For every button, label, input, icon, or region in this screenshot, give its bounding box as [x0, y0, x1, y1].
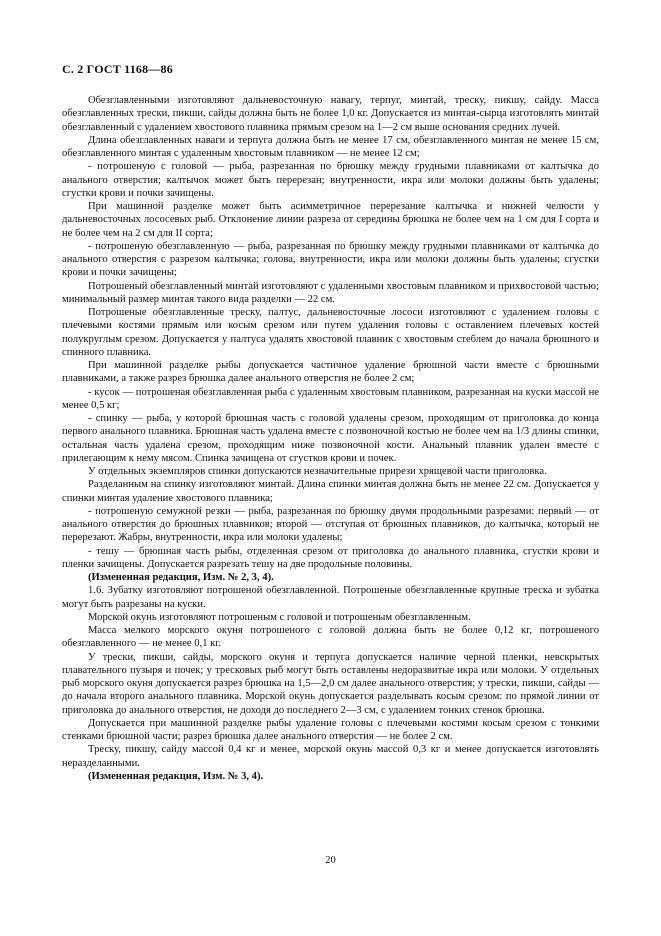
paragraph: 1.6. Зубатку изготовляют потрошеной обезглавленной. Потрошеные обезглавленные крупные треска и зубатка могут быть разрезаны на куски. — [62, 585, 599, 610]
paragraph: - тешу — брюшная часть рыбы, отделенная срезом от приголовка до анального плавника, сгустки крови и пленки зачищены. Допускается разрезать тешу на две продольные половины. — [62, 545, 599, 570]
paragraph: Потрошеные обезглавленные треску, палтус, дальневосточные лососи изготовляют с удалением головы с плечевыми костями прямым или косым срезом или путем удаления головы с оставлением плечевых костей полукруглым срезом. Допускается у палтуса удалять хвостовой плавник с хвостовым стеблем до начала брюшного и спинного плавника. — [62, 307, 599, 358]
page-header: С. 2 ГОСТ 1168—86 — [62, 62, 173, 76]
paragraph: - потрошеную семужной резки — рыба, разрезанная по брюшку двумя продольными разрезами: первый — от анального отверстия до брюшных плавников; второй — отступая от брюшных плавников, до калтычка, который не перерезают. Жабры, внутренности, икра или молоки удалены; — [62, 505, 599, 544]
revision-note: (Измененная редакция, Изм. № 3, 4). — [88, 770, 264, 782]
paragraph: Обезглавленными изготовляют дальневосточную навагу, терпуг, минтай, треску, пикшу, сайду. Масса обезглавленных трески, пикши, сайды должна быть не более 1,0 кг. Допускается из минтая-сырца изготовлять минтай обезглавленный с удалением хвостового плавника прямым срезом на 1—2 см выше основания средних лучей. — [62, 95, 599, 133]
paragraph: Потрошеный обезглавленный минтай изготовляют с удаленными хвостовым плавником и прихвостовой частью; минимальный размер минтая такого вида разделки — 22 см. — [62, 280, 599, 305]
paragraph: - потрошеную с головой — рыба, разрезанная по брюшку между грудными плавниками от калтычка до анального отверстия; калтычок может быть перерезан; внутренности, икра или молоки должны быть удалены; сгустки крови и почки зачищены. — [62, 161, 599, 199]
paragraph: - спинку — рыба, у которой брюшная часть с головой удалены срезом, проходящим от приголовка до конца первого анального плавника. Брюшная часть удалена вместе с позвоночной костью не более чем на 1/3 длины спинки, остальная часть удалена срезом, проходящим ниже позвоночной кости. Анальный плавник удален вместе с прилегающим к нему мясом. Спинка зачищена от сгустков крови и почек. — [62, 413, 599, 464]
paragraph: - кусок — потрошеная обезглавленная рыба с удаленным хвостовым плавником, разрезанная на куски массой не менее 0,5 кг; — [62, 386, 599, 411]
page-number: 20 — [325, 855, 336, 866]
paragraph: При машинной разделке рыбы допускается частичное удаление брюшной части вместе с брюшными плавниками, а также разрез брюшка далее анального отверстия не более 2 см; — [62, 360, 599, 385]
paragraph: - потрошеную обезглавленную — рыба, разрезанная по брюшку между грудными плавниками от калтычка до анального отверстия с разрезом калтычка; голова, внутренности, икра или молоки должны быть удалены; сгустки крови и почки зачищены; — [62, 240, 599, 279]
paragraph: Масса мелкого морского окуня потрошеного с головой должна быть не более 0,12 кг, потрошеного обезглавленного — не менее 0,1 кг. — [62, 625, 599, 650]
paragraph: При машинной разделке может быть асимметричное перерезание калтычка и нижней челюсти у дальневосточных лососевых рыб. Отклонение линии разреза от середины брюшка не более чем на 1 см для I сорта и не более чем на 2 см для II сорта; — [62, 201, 599, 239]
paragraph: Допускается при машинной разделке рыбы удаление головы с плечевыми костями косым срезом с тонкими стенками брюшной части; разрез брюшка далее анального отверстия — не более 2 см. — [62, 717, 599, 742]
paragraph: Треску, пикшу, сайду массой 0,4 кг и менее, морской окунь массой 0,3 кг и менее допускается изготовлять неразделанными. — [62, 744, 599, 769]
revision-note: (Измененная редакция, Изм. № 2, 3, 4). — [88, 572, 274, 583]
paragraph: У отдельных экземпляров спинки допускаются незначительные прирези хрящевой части приголовка. — [88, 466, 547, 477]
body-text — [62, 94, 599, 783]
paragraph: Разделанным на спинку изготовляют минтай. Длина спинки минтая должна быть не менее 22 см. Допускается у спинки минтая удаление хвостового плавника; — [62, 479, 599, 504]
paragraph: Морской окунь изготовляют потрошеным с головой и потрошеным обезглавленным. — [88, 611, 471, 623]
paragraph: Длина обезглавленных наваги и терпуга должна быть не менее 17 см, обезглавленного минтая не менее 15 см, обезглавленного минтая с удаленным хвостовым плавником — не менее 12 см; — [62, 134, 599, 159]
paragraph: У трески, пикши, сайды, морского окуня и терпуга допускается наличие черной пленки, невскрытых плавательного пузыря и почек; у тресковых рыб могут быть оставлены недоразвитые икра или молоки. У отдельных рыб морского окуня допускается разрез брюшка на 1,5—2,0 см далее анального отверстия; у трески, пикши, сайды — до начала второго анального плавника. Морской окунь допускается разделывать косым срезом: по прямой линии от приголовка до анального отверстия, не доходя до последнего 2—3 см, с удалением тонких стенок брюшка. — [62, 651, 599, 716]
